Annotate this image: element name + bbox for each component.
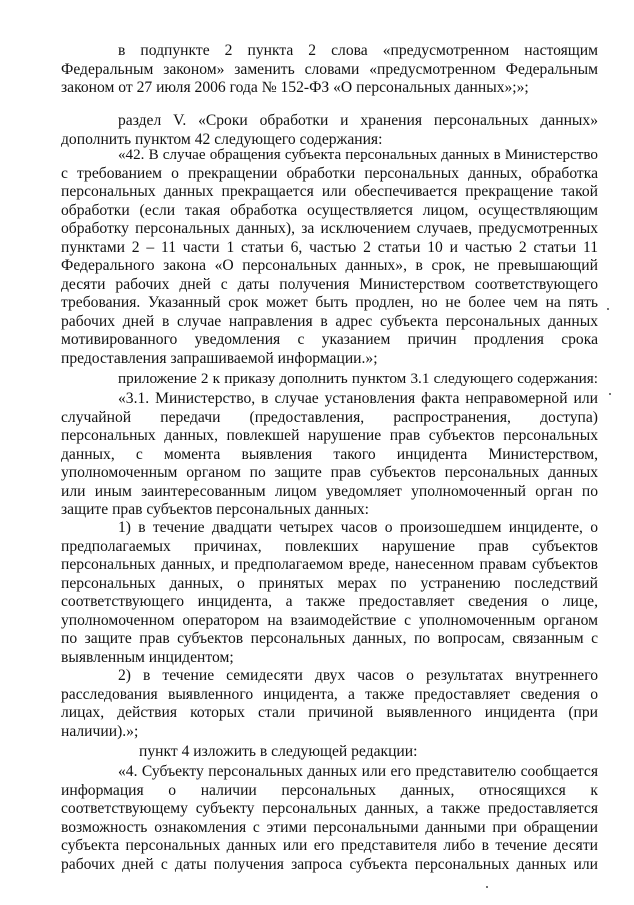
text-line: «3.1. Министерство, в случае установления факта неправомерной или xyxy=(118,390,598,407)
text-line: предполагаемых причинах, повлекших нарушение прав субъектов xyxy=(61,537,598,555)
paragraph-point-4-intro xyxy=(139,743,598,762)
paragraph-point-3-1-cont xyxy=(61,409,598,520)
text-line: данных, с момента выявления такого инцидента Министерством, xyxy=(61,445,598,463)
text-line: субъекта персональных данных или его представителя либо в течение десяти xyxy=(61,837,598,855)
text-line: рабочих дней в случае направления в адрес субъекта персональных данных xyxy=(61,312,598,330)
text-line: или иным заинтересованным лицом уведомляет уполномоченный орган по xyxy=(61,482,598,500)
scan-speck xyxy=(486,886,488,888)
paragraph-subpoint-amendment xyxy=(118,42,598,61)
text-line: пункт 4 изложить в следующей редакции: xyxy=(139,743,418,760)
text-line: персональных данных, повлекшей нарушение прав субъектов персональных xyxy=(61,427,598,445)
text-line: Федеральным законом» заменить словами «предусмотренном Федеральным xyxy=(61,60,598,78)
paragraph-item-2-cont xyxy=(61,686,598,742)
text-line: Федерального закона «О персональных данных», в срок, не превышающий xyxy=(61,257,598,275)
text-line: дополнить пунктом 42 следующего содержания: xyxy=(61,130,383,148)
text-line: по защите прав субъектов персональных данных, по вопросам, связанным с xyxy=(61,630,598,648)
text-line: уполномоченным органом по защите прав субъектов персональных данных xyxy=(61,464,598,482)
text-line: мотивированного уведомления с указанием причин продления срока xyxy=(61,331,598,349)
text-line: обработки (если такая обработка осуществляется лицом, осуществляющим xyxy=(61,201,598,219)
text-line: «42. В случае обращения субъекта персональных данных в Министерство xyxy=(118,147,598,163)
paragraph-point-3-1 xyxy=(118,390,598,409)
scan-speck xyxy=(607,308,609,310)
paragraph-subpoint-amendment-cont xyxy=(61,61,598,98)
scan-speck xyxy=(609,393,611,395)
text-line: персональных данных, о принятых мерах по устранению последствий xyxy=(61,574,598,592)
paragraph-point-4 xyxy=(118,763,598,782)
paragraph-point-42-cont xyxy=(61,165,598,369)
text-line: 2) в течение семидесяти двух часов о результатах внутреннего xyxy=(118,667,598,684)
text-line: раздел V. «Сроки обработки и хранения персональных данных» xyxy=(118,112,598,129)
text-line: десяти рабочих дней с даты получения Министерством соответствующего xyxy=(61,275,598,293)
text-line: информация о наличии персональных данных, относящихся к xyxy=(61,781,598,799)
paragraph-point-42 xyxy=(118,146,598,165)
text-line: соответствующего инцидента, а также предоставляет сведения о лице, xyxy=(61,593,598,611)
text-line: 1) в течение двадцати четырех часов о произошедшем инциденте, о xyxy=(118,519,598,536)
text-line: возможность ознакомления с этими персональными данными при обращении xyxy=(61,818,598,836)
text-line: в подпункте 2 пункта 2 слова «предусмотренном настоящим xyxy=(118,42,598,59)
text-line: рабочих дней с даты получения запроса субъекта персональных данных или xyxy=(61,855,598,873)
text-line: законом от 27 июля 2006 года № 152-ФЗ «О персональных данных»;»; xyxy=(61,79,529,97)
paragraph-section-v xyxy=(118,112,598,131)
text-line: расследования выявленного инцидента, а также предоставляет сведения о xyxy=(61,685,598,703)
text-line: лицах, действия которых стали причиной выявленного инцидента (при xyxy=(61,704,598,722)
text-line: выявленным инцидентом; xyxy=(61,648,234,666)
text-line: наличии).»; xyxy=(61,722,139,740)
text-line: персональных данных, и предполагаемом вреде, нанесенном правам субъектов xyxy=(61,556,598,574)
text-line: пунктами 2 – 11 части 1 статьи 6, частью 2 статьи 10 и частью 2 статьи 11 xyxy=(61,238,598,256)
text-line: соответствующему субъекту персональных данных, а также предоставляется xyxy=(61,800,598,818)
text-line: с требованием о прекращении обработки персональных данных, обработка xyxy=(61,164,598,182)
text-line: уполномоченном оператором на взаимодействие с уполномоченным органом xyxy=(61,611,598,629)
paragraph-item-1-cont xyxy=(61,538,598,668)
paragraph-item-2 xyxy=(118,667,598,686)
paragraph-point-4-cont xyxy=(61,782,598,875)
text-line: требования. Указанный срок может быть продлен, но не более чем на пять xyxy=(61,294,598,312)
text-line: обработку персональных данных), за исключением случаев, предусмотренных xyxy=(61,220,598,238)
text-line: защите прав субъектов персональных данных: xyxy=(61,501,370,519)
paragraph-appendix-2 xyxy=(118,370,598,389)
text-line: «4. Субъекту персональных данных или его представителю сообщается xyxy=(118,763,598,780)
text-line: предоставления запрашиваемой информации.»; xyxy=(61,349,378,367)
paragraph-item-1 xyxy=(118,519,598,538)
text-line: приложение 2 к приказу дополнить пунктом 3.1 следующего содержания: xyxy=(118,370,598,387)
text-line: случайной передачи (предоставления, распространения, доступа) xyxy=(61,408,598,426)
text-line: персональных данных прекращается или обеспечивается прекращение такой xyxy=(61,183,598,201)
